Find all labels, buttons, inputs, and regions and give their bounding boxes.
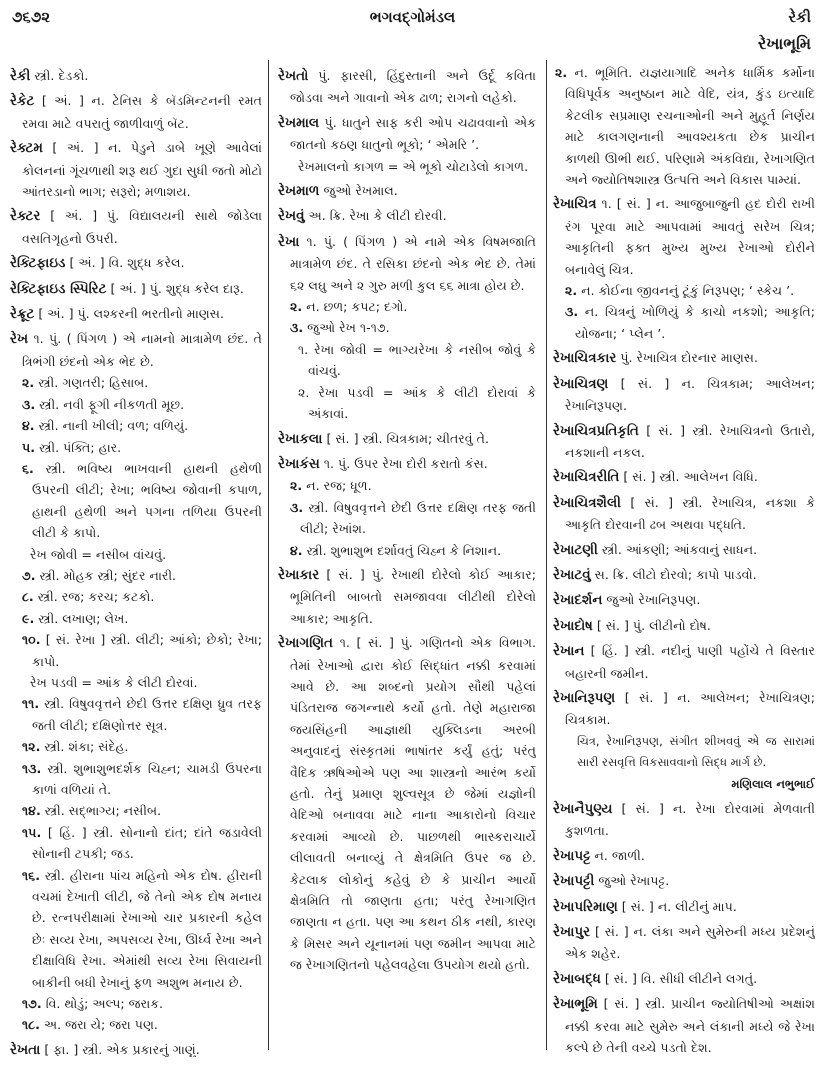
dictionary-entry: [553, 798, 815, 842]
definition-text: સ્ત્રી. હીરાના પાંચ મહિનો એક દોષ. હીરાની વચમાં દેખાતી લીટી, જે તેનો એક દોષ મનાય છે. રત્નપરીક્ષામાં રેખાઓ ચાર પ્રકારની કહેલ છેઃ સવ્ય રેખા, અપસવ્ય રેખા, ઊર્ધ્વ રેખા અને દીક્ષાવિધિ રેખા. એમાંથી સવ્ય રેખા સિવાયની બાકીની બધી રેખાનું ફળ અશુભ મનાય છે.: [32, 867, 262, 990]
definition-text: ચિત્ર, રેખાનિરૂપણ, સંગીત શીખવવું એ જ સારામાં સારી રસવૃત્તિ વિકસાવવાનો સિદ્ધ માર્ગ છે.: [577, 733, 815, 770]
column-3: [553, 62, 815, 1057]
sense-number: ૩.: [22, 396, 36, 412]
headword: રેખાટણી: [553, 541, 598, 558]
sense-number: ૧૪.: [22, 803, 41, 819]
entry-sense: [10, 693, 262, 736]
dictionary-entry: [278, 65, 536, 109]
sense-number: ૬.: [22, 460, 34, 476]
sense-number: ૧૫.: [22, 824, 42, 840]
dictionary-entry: [553, 870, 815, 892]
dictionary-entry: [553, 615, 815, 637]
dictionary-entry: [278, 428, 536, 450]
definition-text: વિ. થોડું; અલ્પ; જરાક.: [41, 996, 164, 1012]
dictionary-entry: [10, 65, 262, 87]
dictionary-entry: [278, 564, 536, 629]
definition-text: [ સં. ] પું. રેખાથી દોરેલો કોઈ આકાર; ભૂમિતિની બાબતો સમજાવવા લીટીથી દોરેલો આકાર; આકૃતિ.: [290, 566, 536, 626]
sense-number: ૨.: [290, 299, 303, 315]
entry-sense: [553, 62, 815, 190]
definition-text: [ અં. ] ન. પેડુને ડાબે ખૂણે આવેલાં કોલનનાં ગૂંચળાથી શરૂ થઈ ગુદા સુધી જતો મોટો આંતરડાનો ભાગ; સરૂરો; મળાશય.: [22, 140, 262, 200]
headword: રેક્ટમ: [10, 140, 43, 157]
headword: રેકી: [10, 68, 31, 84]
definition-text: [ ફા. ] સ્ત્રી. એક પ્રકારનું ગાણું.: [40, 1041, 200, 1057]
headword: રેખાચિત્રશૈલી: [553, 494, 622, 511]
definition-text: સ. ક્રિ. લીટો દોરવો; કાપો પાડવો.: [590, 566, 757, 582]
dictionary-entry: [553, 968, 815, 990]
entry-sense: [10, 437, 262, 458]
page-number: ૭૬૭૨: [12, 8, 51, 26]
headword: રેખમાલ: [278, 114, 320, 131]
entry-sense: [278, 497, 536, 540]
headword: રેખતા: [10, 1041, 41, 1057]
definition-text: સ્ત્રી. દેડકો.: [30, 68, 89, 83]
headword: રેખાદર્શન: [553, 592, 603, 609]
definition-text: સ્ત્રી. શુભાશુભદર્શક ચિહ્ન; ચામડી ઉપરના કાળાં વળિયાં તે.: [32, 760, 262, 797]
definition-text: [ સં. ] ન. ચિત્રકામ; આલેખન; રેખાનિરૂપણ.: [565, 375, 815, 414]
headword: રેખાબદ્ધ: [553, 970, 601, 987]
entry-sense: [10, 458, 262, 544]
dictionary-entry: [10, 205, 262, 249]
sense-number: ૮.: [22, 589, 34, 605]
entry-sense: [10, 394, 262, 415]
definition-text: જુઓ રેખ ૧-૧૭.: [303, 320, 390, 336]
definition-text: [ સં. ] સ્ત્રી. ચિત્રકામ; ચીતરવું તે.: [322, 430, 490, 446]
definition-text: રેખ પડવી = આંક કે લીટી દોરવાં.: [30, 674, 198, 690]
headword: રેખતો: [278, 68, 309, 84]
definition-text: સ્ત્રી. નાની ખીલી; વળ; વળિયું.: [34, 418, 189, 434]
dictionary-entry: [553, 845, 815, 867]
definition-text: [ હિં. ] સ્ત્રી. નદીનું પાણી પહોંચે તે વિસ્તાર બહારની જમીન.: [565, 643, 815, 681]
dictionary-entry: [278, 453, 536, 475]
column-1: [10, 62, 262, 1057]
entry-sense: [278, 540, 536, 561]
headword: રેક્ટર: [10, 208, 41, 225]
headword: રેખમાળ: [278, 183, 320, 200]
dictionary-entry: [10, 252, 262, 274]
definition-text: સ્ત્રી. વિષુવવૃત્તને છેદી ઉત્તર દક્ષિણ તરફ જતી લીટી; રેખાંશ.: [300, 499, 536, 537]
headword: રેખાપટ્ટ: [553, 847, 591, 864]
definition-text: ૧. પું. ( પિંગળ ) એ નામનો માત્રામેળ છંદ. તે ત્રિભંગી છંદનો એક ભેદ છે.: [22, 331, 262, 369]
definition-text: જુઓ રેખાપટ્ટ.: [594, 873, 670, 889]
definition-text: ન. ચિત્રનું ખોળિયું કે કાચો નકશો; આકૃતિ; યોજના; ‘ પ્લેન ’.: [575, 304, 815, 341]
definition-text: [ અં. ] પું. લશ્કરની ભરતીનો માણસ.: [34, 306, 224, 322]
entry-sense: [10, 736, 262, 757]
definition-text: [ અં. ] વિ. શુદ્ધ કરેલ.: [65, 255, 185, 271]
definition-text: સ્ત્રી. સદ્ભાગ્ય; નસીબ.: [40, 803, 162, 819]
definition-text: ન. ભૂમિતિ. યજ્ઞયાગાદિ અનેક ધાર્મિક કર્મોના વિધિપૂર્વક અનુષ્ઠાન માટે વેદિ, યંત્ર, કુંડ ઇત્યાદિ કેટલીક સપ્રમાણ રચનાઓની અને મુહૂર્ત નિર્ણય માટે કાલગણનાની આવશ્યકતા છેક પ્રાચીન કાળથી ઊભી થઈ. પરિણામે અંકવિદ્યા, રેખાગણિત અને જ્યોતિષશાસ્ત્ર ઉત્પત્તિ અને વિકાસ પામ્યાં.: [565, 65, 815, 188]
headword: રેકેટ: [10, 93, 35, 110]
dictionary-entry: [278, 632, 536, 976]
definition-text: [ અં. ] પું. વિદ્યાલયની સાથે જોડેલા વસતિગૃહનો ઉપરી.: [22, 208, 262, 246]
definition-text: [ સં. ] ન. લીટીનું માપ.: [617, 898, 737, 914]
headword: રેખાકલા: [278, 430, 323, 447]
entry-sense: [553, 301, 815, 344]
headword: રેખાદોષ: [553, 617, 593, 634]
sense-number: ૧૩.: [22, 760, 42, 776]
entry-sense: [10, 586, 262, 607]
entry-sense: [553, 280, 815, 301]
dictionary-entry: [10, 90, 262, 134]
dictionary-entry: [278, 180, 536, 202]
definition-text: જુઓ રેખાનિરૂપણ.: [602, 592, 701, 608]
definition-text: [ સં. ] ન. લંકા અને સુમેરુની મધ્ય પ્રદેશનું એક શહેર.: [565, 924, 815, 962]
usage-example: [278, 156, 536, 177]
usage-example: [278, 382, 536, 425]
entry-sense: [278, 475, 536, 496]
definition-text: સ્ત્રી. ભવિષ્ય ભાખવાની હાથની હથેળી ઉપરની લીટી; રેખા; ભવિષ્ય જોવાની કપાળ, હાથની હથેળી અને પગના તળિયા ઉપરની લીટી કે કાપો.: [32, 460, 262, 541]
column-divider: [268, 60, 269, 1050]
definition-text: ૧. રેખા જોવી = ભાગ્યરેખા કે નસીબ જોવું કે વાંચવું.: [298, 341, 536, 379]
sense-number: ૩.: [290, 320, 304, 336]
guide-word-first: રેકી: [788, 8, 811, 26]
definition-text: [ સં. ] સ્ત્રી. આલેખન વિધિ.: [619, 469, 758, 485]
definition-text: સ્ત્રી. રજ; કરચ; કટકો.: [33, 589, 155, 605]
headword: રેખાકાર: [278, 566, 320, 583]
definition-text: સ્ત્રી. નવી ફૂગી નીકળતી મૂછ.: [35, 396, 185, 412]
definition-text: સ્ત્રી. શુભાશુભ દર્શાવતું ચિહ્ન કે નિશાન.: [302, 542, 502, 558]
entry-sense: [278, 317, 536, 338]
sense-number: ૧૨.: [22, 739, 41, 755]
definition-text: સ્ત્રી. આંકણી; આંકવાનું સાધન.: [597, 541, 758, 557]
sense-number: ૧૮.: [22, 1017, 40, 1033]
dictionary-entry: [10, 303, 262, 325]
entry-sense: [10, 758, 262, 801]
headword: રેખાચિત્રપ્રતિકૃતિ: [553, 422, 639, 439]
definition-text: [ સં. ] સ્ત્રી. પ્રાચીન જ્યોતિષીઓ અક્ષાંશ નક્કી કરવા માટે સુમેરુ અને લંકાની મધ્યે જે રેખા કલ્પે છે તેની વચ્ચે પડતો દેશ.: [565, 996, 815, 1056]
definition-text: જુઓ રેખમાલ.: [319, 183, 398, 199]
dictionary-entry: [278, 231, 536, 296]
definition-text: [ સં. ] પું. લીટીનો દોષ.: [592, 617, 711, 633]
headword: રેખાચિત્ર: [553, 196, 597, 213]
definition-text: ૧. પું. ઉપર રેખા દોરી કરાતો કંસ.: [319, 455, 488, 471]
definition-text: [ સં. ] ન. આલેખન; રેખાચિત્રણ; ચિત્રકામ.: [565, 689, 815, 728]
guide-word-last: રેખાભૂમિ: [757, 34, 811, 53]
headword: રેખાચિત્રકાર: [553, 350, 617, 367]
sense-number: ૫.: [22, 439, 36, 455]
usage-example: [10, 672, 262, 693]
sense-number: ૩.: [565, 304, 579, 320]
sense-number: ૨.: [555, 65, 568, 80]
definition-text: સ્ત્રી. ગણતરી; હિસાબ.: [34, 375, 149, 391]
sense-number: ૧૦.: [22, 632, 41, 648]
sense-number: ૪.: [22, 418, 35, 434]
running-title: ભગવદ્ગોમંડલ: [369, 8, 456, 26]
headword: રેખાપરિમાણ: [553, 898, 618, 915]
headword: રેખાકંસ: [278, 455, 320, 472]
entry-sense: [10, 865, 262, 993]
dictionary-entry: [553, 539, 815, 561]
headword: રેક્રૂટ: [10, 306, 35, 323]
definition-text: સ્ત્રી. લખાણ; લેખ.: [34, 610, 129, 626]
sense-number: ૨.: [22, 375, 35, 391]
quotation-author: [553, 774, 815, 795]
definition-text: [ સં. ] ન. રેખા દોરવામાં મેળવાતી કુશળતા.: [565, 801, 815, 839]
definition-text: [ સં. ] વિ. સીધી લીટીને લગતું.: [600, 970, 758, 986]
dictionary-entry: [10, 137, 262, 202]
definition-text: ૨. રેખા પડવી = આંક કે લીટી દોરાવાં કે અંકાવાં.: [298, 384, 536, 422]
definition-text: સ્ત્રી. મોહક સ્ત્રી; સુંદર નારી.: [35, 567, 177, 583]
definition-text: પું. ધાતુને સાફ કરી ઓપ ચઢાવવાનો એક જાતનો કઠણ ધાતુનો ભૂકો; ‘ એમરિ ’.: [290, 114, 536, 153]
headword: રેખવું: [278, 208, 305, 225]
headword: રેક્ટિફાઇડ સ્પિરિટ: [10, 280, 107, 297]
dictionary-entry: [10, 1039, 262, 1057]
headword: રેખાટવું: [553, 566, 591, 583]
headword: રેખાનૈપુણ્ય: [553, 801, 613, 817]
dictionary-entry: [278, 112, 536, 156]
definition-text: ન. રજ; ધૂળ.: [302, 478, 372, 494]
definition-text: રેખમાલનો કાગળ = એ ભૂકો ચોટાડેલો કાગળ.: [298, 158, 529, 174]
entry-sense: [10, 608, 262, 629]
dictionary-entry: [553, 492, 815, 536]
definition-text: પું. ફારસી, હિંદુસ્તાની અને ઉર્દૂ કવિતા જોડવા અને ગાવાનો એક ઢાળ; રાગનો લહેકો.: [290, 68, 536, 106]
dictionary-entry: [553, 589, 815, 611]
headword: રેક્ટિફાઇડ: [10, 255, 66, 272]
headword: રેખાભૂમિ: [553, 996, 598, 1013]
definition-text: ન. છળ; કપટ; દગો.: [302, 299, 408, 315]
column-divider: [546, 60, 547, 1050]
usage-example: [278, 339, 536, 382]
headword: રેખાનિરૂપણ: [553, 689, 616, 706]
headword: રેખાચિત્રણ: [553, 375, 609, 392]
dictionary-entry: [278, 205, 536, 227]
dictionary-entry: [10, 328, 262, 372]
definition-text: [ સં. ] સ્ત્રી. રેખાચિત્રનો ઉતારો, નકશાની નકલ.: [565, 422, 815, 460]
dictionary-entry: [553, 420, 815, 464]
usage-example: [10, 544, 262, 565]
dictionary-entry: [553, 564, 815, 586]
headword: રેખાન: [553, 643, 585, 660]
definition-text: સ્ત્રી. પંક્તિ; હાર.: [35, 439, 122, 455]
quotation: [553, 731, 815, 774]
dictionary-entry: [553, 921, 815, 965]
definition-text: ન. કોઈના જીવનનું ટૂંકું નિરૂપણ; ‘ સ્કેચ ’.: [577, 283, 795, 299]
dictionary-entry: [553, 993, 815, 1057]
headword: રેખા: [278, 233, 300, 250]
dictionary-entry: [553, 193, 815, 280]
sense-number: ૧૬.: [22, 867, 41, 883]
definition-text: [ હિં. ] સ્ત્રી. સોનાનો દાંત; દાંતે જડાવેલી સોનાની ટપકી; જડ.: [32, 824, 262, 862]
entry-sense: [10, 822, 262, 865]
dictionary-entry: [553, 687, 815, 731]
definition-text: [ અં. ] ન. ટેનિસ કે બૅડમિન્ટનની રમત રમવા માટે વપરાતું જાળીવાળું બૅટ.: [22, 93, 262, 131]
sense-number: ૩.: [290, 499, 304, 515]
definition-text: અ. ક્રિ. રેખા કે લીટી દોરવી.: [304, 208, 447, 224]
definition-text: સ્ત્રી. વિષુવવૃત્તને છેદી ઉત્તર દક્ષિણ ધ્રુવ તરફ જતી લીટી; દક્ષિણોત્તર સૂત્ર.: [32, 696, 262, 733]
dictionary-entry: [553, 466, 815, 488]
headword: રેખ: [10, 331, 29, 348]
dictionary-entry: [553, 640, 815, 684]
headword: રેખાચિત્રરીતિ: [553, 469, 620, 486]
entry-sense: [278, 296, 536, 317]
definition-text: [ અં. ] પું. શુદ્ધ કરેલ દારૂ.: [106, 280, 244, 296]
entry-sense: [10, 415, 262, 436]
sense-number: ૨.: [290, 478, 303, 494]
entry-sense: [10, 1014, 262, 1035]
sense-number: ૧૧.: [22, 696, 40, 712]
entry-sense: [10, 565, 262, 586]
headword: રેખાપુર: [553, 924, 591, 941]
sense-number: ૪.: [290, 542, 303, 558]
definition-text: મણિલાલ નભુભાઈ: [731, 776, 815, 791]
entry-sense: [10, 800, 262, 821]
definition-text: અ. જરા યે; જરા પણ.: [39, 1017, 158, 1033]
definition-text: ૧. [ સં. ] ન. આજુબાજુની હદ દોરી રાખી રંગ પૂરવા માટે આપવામાં આવતું સરેખ ચિત્ર; આકૃતિની ફક્ત મુખ્ય મુખ્ય રેખાઓ દોરીને બનાવેલું ચિત્ર.: [565, 196, 815, 277]
headword: રેખાગણિત: [278, 635, 334, 652]
dictionary-entry: [553, 896, 815, 918]
column-2: [278, 62, 536, 1057]
sense-number: ૧૭.: [22, 996, 42, 1012]
definition-text: ન. જાળી.: [590, 847, 645, 863]
dictionary-entry: [553, 347, 815, 369]
definition-text: સ્ત્રી. શંકા; સંદેહ.: [40, 739, 129, 755]
sense-number: ૨.: [565, 283, 578, 299]
entry-sense: [10, 629, 262, 672]
definition-text: [ સં. રેખા ] સ્ત્રી. લીટી; આંકો; છેકો; રેખા; કાપો.: [32, 632, 262, 669]
sense-number: ૭.: [22, 567, 36, 583]
headword: રેખાપટ્ટી: [553, 873, 595, 890]
definition-text: ૧. [ સં. ] પું. ગણિતનો એક વિભાગ. તેમાં રેખાઓ દ્વારા કોઈ સિદ્ધાંત નક્કી કરવામાં આવે છે. આ શબ્દનો પ્રયોગ સૌથી પહેલાં પંડિતરાજ જગન્નાથે કર્યો હતો. તેણે મહારાજા જયસિંહની આજ્ઞાથી યુક્લિડના અરબી અનુવાદનું સંસ્કૃતમાં ભાષાંતર કર્યું હતું; પરંતુ વૈદિક ઋષિઓએ પણ આ શાસ્ત્રનો આરંભ કર્યો હતો. તેનું પ્રમાણ શુલ્વસૂત્ર છે જેમાં યજ્ઞોની વેદિઓ બનાવવા માટે નાના આકારોનો વિચાર કરવામાં આવ્યો છે. પાછળથી ભાસ્કરાચાર્યે લીલાવતી બનાવ્યું તે ક્ષેત્રમિતિ ઉપર જ છે. કેટલાક લોકોનું કહેવું છે કે પ્રાચીન આર્યો ક્ષેત્રમિતિ તો જાણતા હતા; પરંતુ રેખાગણિત જાણતા ન હતા. પણ આ કથન ઠીક નથી, કારણ કે મિસર અને યૂનાનમાં પણ જમીન આપવા માટે જ રેખાગણિતનો પહેલવહેલા ઉપયોગ થયો હતો.: [290, 635, 536, 973]
definition-text: પું. રેખાચિત્ર દોરનાર માણસ.: [616, 350, 759, 366]
definition-text: રેખ જોવી = નસીબ વાંચવું.: [30, 546, 167, 562]
entry-sense: [10, 993, 262, 1014]
entry-sense: [10, 372, 262, 393]
definition-text: [ સં. ] સ્ત્રી. રેખાચિત્ર, નકશા કે આકૃતિ દોરવાની ઢબ અથવા પદ્ધતિ.: [565, 494, 815, 533]
dictionary-entry: [553, 373, 815, 417]
dictionary-entry: [10, 278, 262, 300]
sense-number: ૯.: [22, 610, 35, 626]
definition-text: ૧. પું. ( પિંગળ ) એ નામે એક વિષમજાતિ માત્રામેળ છંદ. તે રસિકા છંદનો એક ભેદ છે. તેમાં ૬૨ લઘુ અને ૨ ગુરુ મળી કુલ ૬૬ માત્રા હોય છે.: [290, 233, 536, 293]
